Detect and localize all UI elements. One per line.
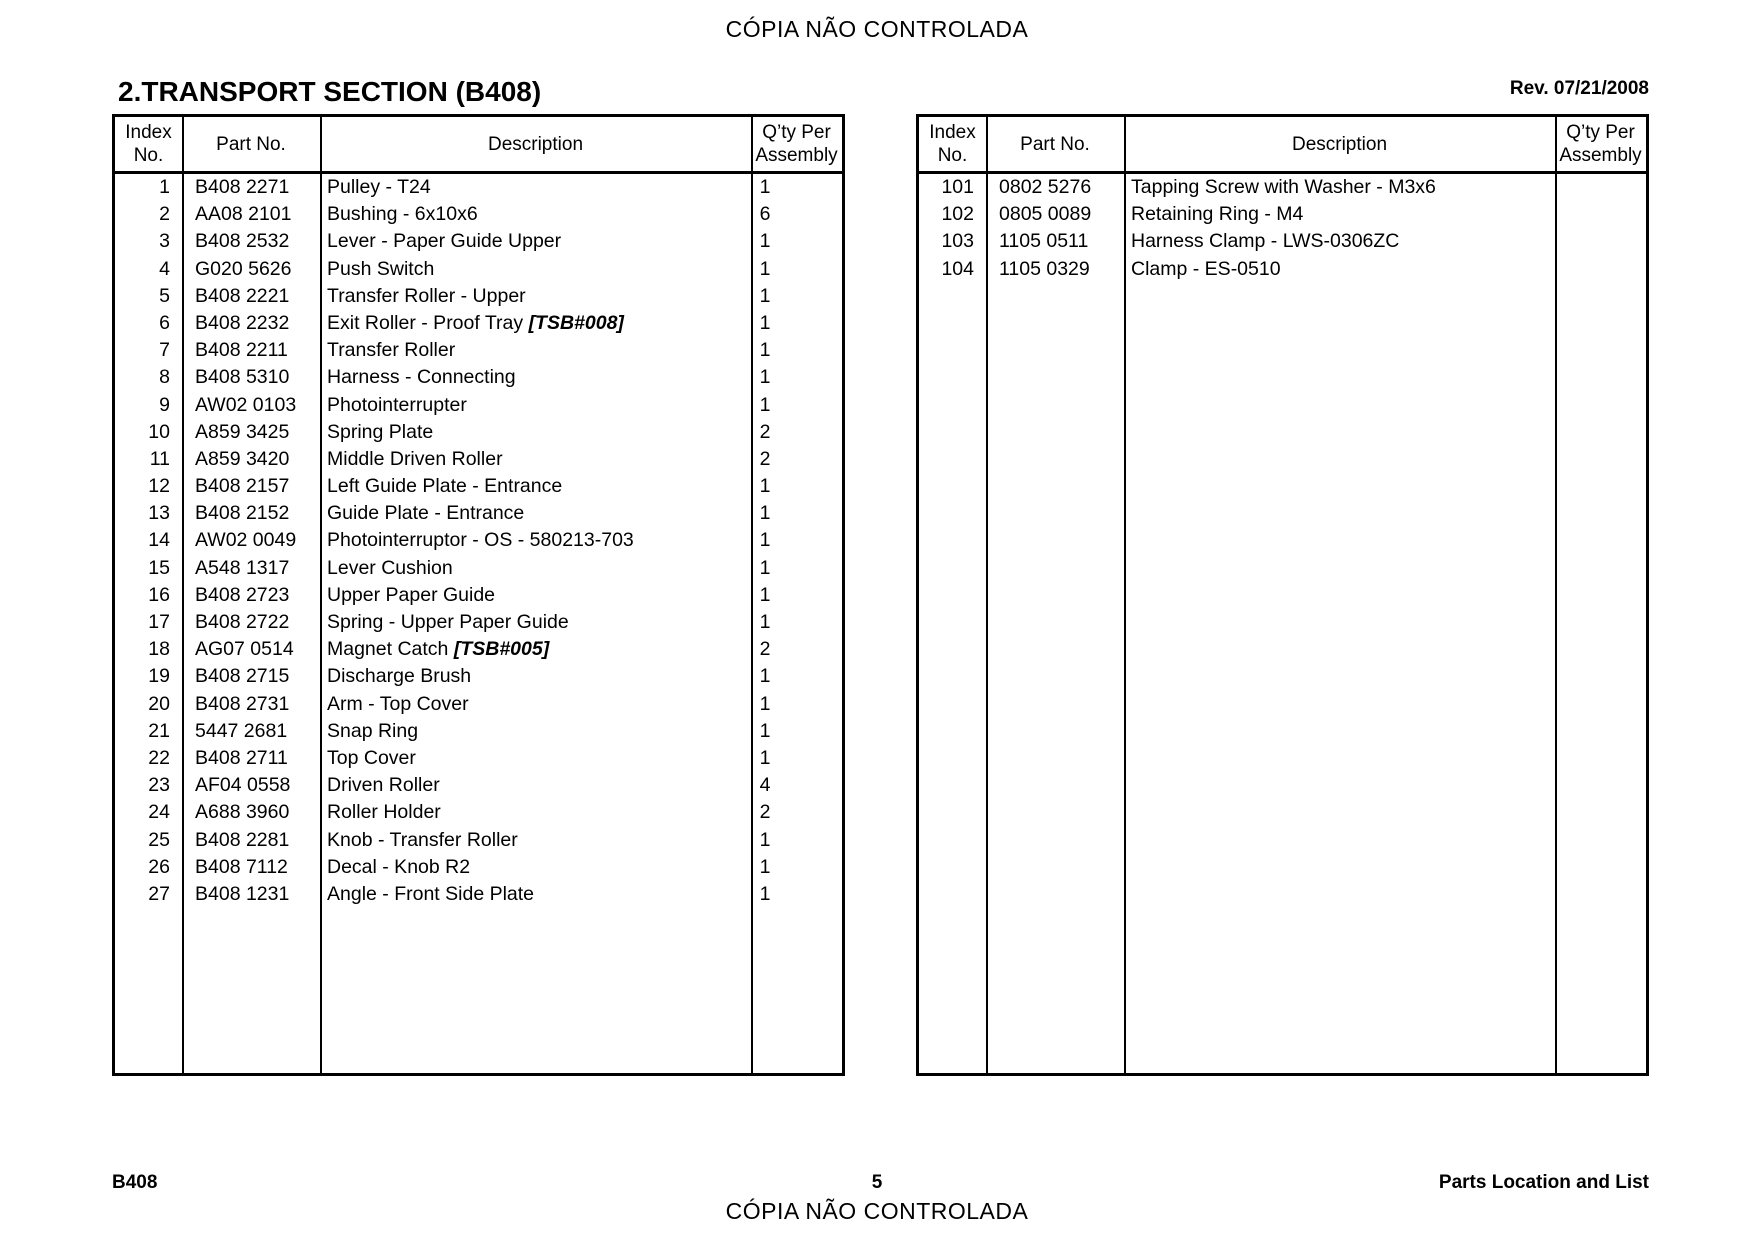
- description-text: Clamp - ES-0510: [1131, 257, 1281, 280]
- cell-part-no: AF04 0558: [195, 774, 291, 797]
- parts-rows-left: [115, 174, 842, 908]
- cell-part-no: B408 2221: [195, 284, 290, 307]
- cell-index: 20: [148, 692, 170, 715]
- cell-part-no: B408 2152: [195, 502, 290, 525]
- description-text: Retaining Ring - M4: [1131, 203, 1304, 226]
- cell-description: [327, 854, 470, 881]
- cell-qty: 1: [759, 475, 771, 498]
- cell-qty: 1: [759, 882, 771, 905]
- table-row: [115, 772, 842, 799]
- table-row: [115, 555, 842, 582]
- cell-description: [327, 201, 478, 228]
- description-text: Discharge Brush: [327, 665, 472, 688]
- header-qty-line1: Q’ty Per: [762, 122, 831, 143]
- table-row: [115, 337, 842, 364]
- cell-qty: 1: [759, 230, 771, 253]
- table-row: [115, 718, 842, 745]
- cell-description: [1131, 256, 1281, 283]
- description-text: Decal - Knob R2: [327, 855, 471, 878]
- cell-index: 12: [148, 475, 170, 498]
- cell-qty: 4: [759, 774, 771, 797]
- cell-part-no: B408 2711: [195, 746, 288, 769]
- description-text: Upper Paper Guide: [327, 583, 496, 606]
- description-text: Knob - Transfer Roller: [327, 828, 518, 851]
- cell-description: [327, 827, 518, 854]
- description-text: Tapping Screw with Washer - M3x6: [1131, 176, 1436, 198]
- header-part-no: [986, 117, 1124, 171]
- table-row: [115, 663, 842, 690]
- description-text: Lever - Paper Guide Upper: [327, 230, 562, 253]
- table-row: [115, 609, 842, 636]
- cell-qty: 2: [759, 447, 771, 470]
- table-row: [919, 174, 1646, 201]
- cell-description: [327, 745, 416, 772]
- cell-qty: 2: [759, 801, 771, 824]
- cell-description: [327, 419, 433, 446]
- cell-index: 2: [159, 203, 170, 226]
- cell-part-no: A548 1317: [195, 556, 290, 579]
- description-text: Roller Holder: [327, 801, 441, 824]
- description-text: Pulley - T24: [327, 176, 431, 198]
- cell-part-no: 1105 0511: [999, 230, 1089, 253]
- description-text: Guide Plate - Entrance: [327, 502, 525, 525]
- cell-part-no: A688 3960: [195, 801, 290, 824]
- section-title: 2.TRANSPORT SECTION (B408): [118, 76, 542, 107]
- cell-part-no: B408 7112: [195, 855, 288, 878]
- cell-description: [327, 636, 549, 663]
- cell-qty: 6: [759, 203, 771, 226]
- cell-part-no: B408 2232: [195, 311, 290, 334]
- description-text: Exit Roller - Proof Tray: [327, 311, 529, 334]
- description-text: Photointerruptor - OS - 580213-703: [327, 529, 634, 552]
- parts-table-left: [112, 114, 845, 1076]
- cell-description: [327, 555, 453, 582]
- cell-part-no: A859 3425: [195, 420, 290, 443]
- cell-qty: 1: [759, 583, 771, 606]
- header-qty: [1555, 117, 1646, 171]
- cell-part-no: 0805 0089: [999, 203, 1092, 226]
- header-index-line1: Index: [125, 122, 172, 143]
- cell-part-no: 1105 0329: [999, 257, 1090, 280]
- cell-description: [327, 174, 431, 201]
- cell-part-no: AW02 0049: [195, 529, 297, 552]
- header-index: [115, 117, 182, 171]
- header-description: [320, 117, 751, 171]
- cell-qty: 1: [759, 692, 771, 715]
- cell-description: [327, 392, 467, 419]
- watermark-bottom: CÓPIA NÃO CONTROLADA: [725, 1198, 1029, 1224]
- parts-rows-right: [919, 174, 1646, 283]
- cell-part-no: B408 2723: [195, 583, 290, 606]
- table-row: [115, 827, 842, 854]
- table-row: [115, 745, 842, 772]
- description-text: Magnet Catch: [327, 638, 454, 661]
- cell-part-no: B408 1231: [195, 882, 290, 905]
- cell-index: 16: [148, 583, 170, 606]
- cell-part-no: B408 2731: [195, 692, 290, 715]
- table-row: [115, 256, 842, 283]
- description-text: Driven Roller: [327, 774, 440, 797]
- cell-description: [327, 337, 455, 364]
- cell-qty: 1: [759, 828, 771, 851]
- table-row: [115, 228, 842, 255]
- description-text: Left Guide Plate - Entrance: [327, 475, 563, 498]
- tsb-reference: [TSB#008]: [528, 311, 624, 334]
- cell-description: [327, 663, 471, 690]
- cell-index: 11: [149, 447, 170, 470]
- cell-index: 102: [941, 203, 974, 226]
- header-description-label: Description: [487, 133, 584, 155]
- cell-index: 1: [159, 176, 170, 198]
- cell-part-no: AA08 2101: [195, 203, 292, 226]
- cell-index: 23: [148, 774, 170, 797]
- description-text: Top Cover: [327, 746, 416, 769]
- header-description: [1124, 117, 1555, 171]
- table-row: [115, 854, 842, 881]
- cell-part-no: AG07 0514: [195, 638, 294, 661]
- description-text: Push Switch: [327, 257, 435, 280]
- cell-part-no: B408 2532: [195, 230, 290, 253]
- cell-description: [327, 881, 534, 908]
- table-row: [115, 500, 842, 527]
- cell-index: 4: [159, 257, 170, 280]
- table-row: [115, 473, 842, 500]
- cell-qty: 1: [759, 176, 771, 198]
- header-part-no: [182, 117, 320, 171]
- table-row: [115, 636, 842, 663]
- header-index-line1: Index: [929, 122, 976, 143]
- cell-part-no: B408 5310: [195, 366, 290, 389]
- cell-part-no: B408 2157: [195, 475, 290, 498]
- cell-description: [327, 582, 495, 609]
- table-row: [115, 283, 842, 310]
- description-text: Middle Driven Roller: [327, 447, 503, 470]
- cell-part-no: A859 3420: [195, 447, 290, 470]
- cell-qty: 1: [759, 366, 771, 389]
- table-row: [115, 392, 842, 419]
- header-part-no-label: Part No.: [216, 133, 286, 155]
- cell-part-no: B408 2715: [195, 665, 290, 688]
- table-row: [115, 446, 842, 473]
- cell-index: 8: [159, 366, 170, 389]
- cell-index: 21: [148, 719, 170, 742]
- cell-index: 25: [148, 828, 170, 851]
- cell-qty: 1: [759, 311, 771, 334]
- description-text: Bushing - 6x10x6: [327, 203, 478, 226]
- cell-description: [327, 609, 569, 636]
- cell-qty: 1: [759, 855, 771, 878]
- cell-description: [327, 283, 526, 310]
- cell-qty: 1: [759, 556, 771, 579]
- description-text: Transfer Roller: [327, 339, 456, 362]
- cell-index: 18: [148, 638, 170, 661]
- header-description-label: Description: [1291, 133, 1388, 155]
- cell-description: [327, 500, 524, 527]
- header-qty-line2: Assembly: [1559, 145, 1642, 166]
- cell-index: 19: [148, 665, 170, 688]
- footer-page-number: 5: [871, 1172, 883, 1193]
- cell-description: [327, 799, 441, 826]
- cell-part-no: B408 2271: [195, 176, 290, 198]
- cell-qty: 1: [759, 284, 771, 307]
- cell-index: 6: [159, 311, 170, 334]
- footer-document-title: Parts Location and List: [1438, 1172, 1649, 1193]
- cell-description: [327, 256, 434, 283]
- table-row: [919, 256, 1646, 283]
- description-text: Photointerrupter: [327, 393, 467, 416]
- cell-index: 5: [159, 284, 170, 307]
- header-index-line2: No.: [133, 145, 164, 166]
- cell-qty: 2: [759, 420, 771, 443]
- table-row: [115, 691, 842, 718]
- revision-date: Rev. 07/21/2008: [1509, 78, 1649, 99]
- cell-description: [327, 310, 624, 337]
- table-row: [115, 881, 842, 908]
- cell-description: [327, 772, 440, 799]
- cell-description: [327, 473, 562, 500]
- cell-index: 26: [148, 855, 170, 878]
- cell-index: 104: [941, 257, 974, 280]
- watermark-top: CÓPIA NÃO CONTROLADA: [725, 16, 1029, 42]
- cell-index: 101: [941, 176, 974, 198]
- cell-index: 9: [159, 393, 170, 416]
- cell-qty: 1: [759, 339, 771, 362]
- cell-index: 22: [148, 746, 170, 769]
- tsb-reference: [TSB#005]: [453, 638, 550, 661]
- cell-description: [327, 364, 516, 391]
- cell-qty: 1: [759, 719, 771, 742]
- table-row: [115, 582, 842, 609]
- cell-qty: 1: [759, 502, 771, 525]
- cell-description: [327, 691, 469, 718]
- table-row: [115, 310, 842, 337]
- cell-index: 27: [148, 882, 170, 905]
- description-text: Arm - Top Cover: [327, 692, 469, 715]
- cell-part-no: B408 2281: [195, 828, 290, 851]
- cell-index: 14: [148, 529, 170, 552]
- cell-description: [1131, 228, 1399, 255]
- cell-description: [1131, 201, 1303, 228]
- cell-part-no: AW02 0103: [195, 393, 297, 416]
- cell-part-no: 0802 5276: [999, 176, 1092, 198]
- cell-description: [327, 446, 503, 473]
- cell-index: 13: [148, 502, 170, 525]
- parts-table-right: [916, 114, 1649, 1076]
- cell-index: 24: [148, 801, 170, 824]
- table-row: [115, 201, 842, 228]
- description-text: Spring Plate: [327, 420, 434, 443]
- cell-qty: 1: [759, 393, 771, 416]
- cell-qty: 2: [759, 638, 771, 661]
- cell-qty: 1: [759, 611, 771, 633]
- cell-part-no: B408 2722: [195, 611, 290, 633]
- cell-description: [327, 228, 561, 255]
- header-index: [919, 117, 986, 171]
- cell-qty: 1: [759, 746, 771, 769]
- table-row: [919, 228, 1646, 255]
- cell-description: [327, 718, 418, 745]
- cell-index: 15: [148, 556, 170, 579]
- description-text: Transfer Roller - Upper: [327, 284, 526, 307]
- cell-description: [1131, 174, 1436, 201]
- cell-index: 10: [148, 420, 170, 443]
- table-row: [115, 799, 842, 826]
- cell-part-no: G020 5626: [195, 257, 292, 280]
- cell-description: [327, 527, 634, 554]
- cell-index: 103: [941, 230, 974, 253]
- description-text: Harness Clamp - LWS-0306ZC: [1131, 230, 1400, 253]
- cell-qty: 1: [759, 665, 771, 688]
- table-row: [919, 201, 1646, 228]
- header-qty-line1: Q’ty Per: [1566, 122, 1635, 143]
- cell-index: 3: [159, 230, 170, 253]
- cell-part-no: 5447 2681: [195, 719, 288, 742]
- table-row: [115, 419, 842, 446]
- cell-qty: 1: [759, 257, 771, 280]
- header-qty: [751, 117, 842, 171]
- footer-model: B408: [112, 1172, 158, 1193]
- table-row: [115, 174, 842, 201]
- header-qty-line2: Assembly: [755, 145, 838, 166]
- cell-index: 17: [148, 611, 170, 633]
- description-text: Snap Ring: [327, 719, 419, 742]
- table-row: [115, 364, 842, 391]
- description-text: Harness - Connecting: [327, 366, 516, 389]
- description-text: Angle - Front Side Plate: [327, 882, 535, 905]
- description-text: Lever Cushion: [327, 556, 453, 579]
- table-row: [115, 527, 842, 554]
- cell-part-no: B408 2211: [195, 339, 288, 362]
- cell-index: 7: [159, 339, 170, 362]
- header-index-line2: No.: [937, 145, 968, 166]
- description-text: Spring - Upper Paper Guide: [327, 611, 569, 633]
- cell-qty: 1: [759, 529, 771, 552]
- header-part-no-label: Part No.: [1020, 133, 1090, 155]
